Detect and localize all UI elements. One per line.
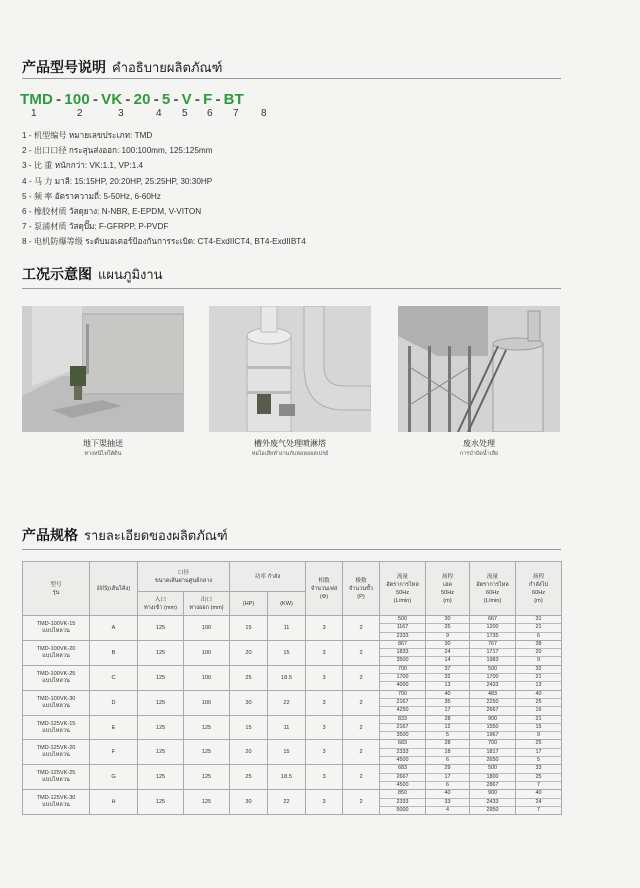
image-underground-channel [22,306,184,432]
cell-kw: 18.5 [268,765,306,790]
cell-flow50 [380,640,426,665]
cell-flow60 [470,790,516,815]
cell-head50 [426,640,470,665]
cell-value: 25 [426,624,469,632]
image-wastewater [398,306,560,432]
cell-value: 40 [516,790,561,798]
cell-value: 17 [516,749,561,757]
cell-kw: 15 [268,740,306,765]
model-code-numbers: 1 2 3 4 5 6 7 8 [31,108,267,119]
cell-value: 700 [380,666,425,674]
cell-curve: B [90,640,138,665]
cell-value: 900 [470,716,515,724]
cell-value: 833 [380,716,425,724]
header-inlet: 入口 ทางเข้า (mm) [138,592,184,616]
cell-value: 21 [516,716,561,724]
spec-item: 8 - 电机防爆等级 ระดับมอเตอร์ป้องกันการระเบิด: CT4-ExdIICT4, BT4-ExdIIBT4 [22,237,306,247]
cell-value: 850 [380,790,425,798]
cell-flow60 [470,640,516,665]
cell-value: 1200 [470,624,515,632]
header-outlet: 出口 ทางออก (mm) [184,592,230,616]
cell-head50 [426,665,470,690]
spec-table [22,561,562,815]
cell-value: 4 [446,806,449,813]
cell-value: 12 [426,724,469,732]
cell-value: 1550 [470,724,515,732]
cell-phase: 3 [306,715,343,740]
caption-underground-channel: 地下渠抽送 ทางหนีไฟใต้ดิน [83,439,123,457]
cell-phase: 3 [306,790,343,815]
cell-value: 13 [535,682,542,689]
cell-flow50 [380,690,426,715]
cell-inlet: 125 [138,740,184,765]
section-title-spec: 产品规格 รายละเอียดของผลิตภัณฑ์ [22,527,228,543]
cell-value: 3500 [396,732,409,739]
cell-inlet: 125 [138,690,184,715]
cell-head50 [426,790,470,815]
cell-value: 500 [470,666,515,674]
cell-value: 683 [380,740,425,748]
cell-hp: 30 [230,790,268,815]
cell-poles: 2 [343,665,380,690]
cell-value: 1967 [486,732,499,739]
cell-value: 31 [516,616,561,624]
cell-phase: 3 [306,616,343,641]
cell-model: TMD-100VK-15 แบบไหลวน [23,616,90,641]
cell-model: TMD-100VK-25 แบบไหลวน [23,665,90,690]
cell-model: TMD-125VK-25 แบบไหลวน [23,765,90,790]
cell-outlet: 125 [184,740,230,765]
cell-head60 [516,690,562,715]
header-flow50: 流量 อัตราการไหล 50Hz (L/min) [380,562,426,616]
cell-value: 33 [426,799,469,807]
header-model: 型号 รุ่น [23,562,90,616]
spec-list [22,128,306,250]
cell-value: 2250 [470,699,515,707]
table-row [23,715,562,740]
cell-value: 2950 [486,806,499,813]
cell-value: 2333 [396,632,409,639]
cell-hp: 25 [230,765,268,790]
cell-phase: 3 [306,765,343,790]
header-hp: (HP) [230,592,268,616]
section-title-model: 产品型号说明 คำอธิบายผลิตภัณฑ์ [22,59,223,75]
cell-value: 15 [516,724,561,732]
cell-outlet: 100 [184,665,230,690]
cell-value: 9 [537,657,540,664]
header-head50: 扬程 เฮด 50Hz (m) [426,562,470,616]
header-phase: 相数 จำนวนเฟส (Φ) [306,562,343,616]
cell-value: 33 [516,765,561,773]
cell-value: 5 [446,732,449,739]
spec-item: 7 - 泵浦材质 วัสดุปั๊ม: F-GFRPP, P-PVDF [22,222,169,232]
cell-value: 1735 [486,632,499,639]
cell-hp: 20 [230,640,268,665]
spec-item: 6 - 橡胶材质 วัสดุยาง: N-NBR, E-EPDM, V-VITON [22,207,202,217]
cell-value: 500 [470,765,515,773]
cell-flow60 [470,665,516,690]
cell-phase: 3 [306,690,343,715]
cell-value: 1717 [470,649,515,657]
cell-hp: 30 [230,690,268,715]
cell-value: 14 [444,657,451,664]
header-flow60: 流量 อัตราการไหล 60Hz (L/min) [470,562,516,616]
cell-curve: G [90,765,138,790]
cell-value: 28 [426,740,469,748]
cell-value: 1700 [380,674,425,682]
cell-value: 37 [426,666,469,674]
cell-value: 25 [516,699,561,707]
cell-model: TMD-125VK-30 แบบไหลวน [23,790,90,815]
cell-curve: E [90,715,138,740]
cell-value: 2167 [380,724,425,732]
cell-curve: F [90,740,138,765]
cell-outlet: 100 [184,616,230,641]
cell-value: 7 [537,806,540,813]
cell-kw: 22 [268,690,306,715]
divider [22,288,561,289]
cell-value: 2167 [380,699,425,707]
section-title-application: 工况示意图 แผนภูมิงาน [22,266,163,282]
cell-value: 2333 [380,749,425,757]
cell-outlet: 100 [184,640,230,665]
cell-value: 1700 [470,674,515,682]
cell-value: 32 [516,666,561,674]
divider [22,78,561,79]
cell-value: 483 [470,691,515,699]
cell-value: 2667 [380,774,425,782]
cell-value: 4500 [396,757,409,764]
cell-hp: 20 [230,740,268,765]
cell-flow60 [470,616,516,641]
cell-value: 1167 [380,624,425,632]
cell-value: 2650 [486,757,499,764]
spec-item: 2 - 出口口径 กระสุนส่งออก: 100:100mm, 125:125mm [22,146,213,156]
cell-value: 30 [426,616,469,624]
cell-value: 28 [426,716,469,724]
image-spray-tower [209,306,371,432]
table-row [23,640,562,665]
cell-value: 30 [426,641,469,649]
cell-value: 2867 [486,781,499,788]
cell-phase: 3 [306,640,343,665]
cell-value: 16 [535,707,542,714]
cell-hp: 15 [230,616,268,641]
cell-poles: 2 [343,616,380,641]
cell-kw: 18.5 [268,665,306,690]
cell-value: 2433 [470,799,515,807]
cell-head50 [426,740,470,765]
cell-phase: 3 [306,665,343,690]
cell-value: 9 [537,732,540,739]
cell-inlet: 125 [138,616,184,641]
cell-value: 700 [380,691,425,699]
cell-value: 32 [426,674,469,682]
cell-value: 2333 [380,799,425,807]
cell-kw: 11 [268,616,306,641]
cell-value: 1800 [470,774,515,782]
cell-inlet: 125 [138,765,184,790]
header-curve: 曲线(เส้นโค้ง) [90,562,138,616]
cell-value: 24 [516,799,561,807]
cell-flow60 [470,715,516,740]
cell-poles: 2 [343,640,380,665]
cell-value: 700 [470,740,515,748]
cell-value: 17 [444,707,451,714]
cell-poles: 2 [343,690,380,715]
cell-value: 29 [426,765,469,773]
cell-poles: 2 [343,715,380,740]
table-row [23,616,562,641]
cell-value: 6 [537,632,540,639]
cell-flow60 [470,740,516,765]
cell-head60 [516,765,562,790]
cell-value: 6 [446,757,449,764]
cell-value: 900 [470,790,515,798]
cell-model: TMD-100VK-20 แบบไหลวน [23,640,90,665]
cell-value: 867 [380,641,425,649]
cell-flow60 [470,765,516,790]
cell-value: 35 [426,699,469,707]
cell-poles: 2 [343,765,380,790]
cell-model: TMD-125VK-20 แบบไหลวน [23,740,90,765]
cell-value: 7 [537,781,540,788]
cell-value: 40 [516,691,561,699]
cell-hp: 15 [230,715,268,740]
cell-value: 4500 [396,781,409,788]
cell-value: 2667 [486,707,499,714]
header-poles: 极数 จำนวนขั้ว (P) [343,562,380,616]
header-kw: (KW) [268,592,306,616]
cell-flow60 [470,690,516,715]
cell-flow50 [380,790,426,815]
table-row [23,740,562,765]
cell-outlet: 125 [184,790,230,815]
cell-kw: 11 [268,715,306,740]
cell-curve: A [90,616,138,641]
cell-poles: 2 [343,740,380,765]
cell-head60 [516,616,562,641]
cell-value: 1833 [380,649,425,657]
cell-inlet: 125 [138,665,184,690]
cell-value: 683 [380,765,425,773]
cell-value: 21 [516,674,561,682]
cell-value: 40 [426,691,469,699]
cell-value: 1983 [486,657,499,664]
cell-value: 667 [470,616,515,624]
table-row [23,690,562,715]
cell-value: 20 [516,649,561,657]
cell-kw: 22 [268,790,306,815]
cell-head60 [516,790,562,815]
spec-item: 4 - 马 力 มาลี: 15:15HP, 20:20HP, 25:25HP, 30:30HP [22,176,213,186]
header-head60: 扬程 กำลังไป 60Hz (m) [516,562,562,616]
cell-curve: C [90,665,138,690]
cell-value: 767 [470,641,515,649]
cell-value: 25 [516,774,561,782]
cell-phase: 3 [306,740,343,765]
cell-model: TMD-100VK-30 แบบไหลวน [23,690,90,715]
cell-curve: H [90,790,138,815]
caption-wastewater: 废水处理 การบำบัดน้ำเสีย [459,439,499,457]
cell-hp: 25 [230,665,268,690]
cell-head50 [426,765,470,790]
cell-head60 [516,665,562,690]
cell-flow50 [380,616,426,641]
cell-head50 [426,616,470,641]
header-power: 功率 กำลัง [230,562,306,592]
cell-value: 5000 [396,806,409,813]
cell-inlet: 125 [138,715,184,740]
cell-value: 24 [426,649,469,657]
cell-value: 18 [426,749,469,757]
cell-value: 5 [537,757,540,764]
caption-spray-tower: 槽外废气处理喷淋塔 หอไอเสียทำงานกับหอหอยสเปรย์ [251,439,329,457]
cell-value: 4250 [396,707,409,714]
cell-flow50 [380,665,426,690]
divider [22,549,561,550]
cell-curve: D [90,690,138,715]
cell-head60 [516,640,562,665]
cell-value: 13 [444,682,451,689]
header-diameter: 口径 ขนาดเส้นผ่านศูนย์กลาง [138,562,230,592]
cell-inlet: 125 [138,790,184,815]
cell-value: 25 [516,740,561,748]
cell-value: 1817 [470,749,515,757]
cell-kw: 15 [268,640,306,665]
cell-value: 6 [446,781,449,788]
cell-outlet: 125 [184,765,230,790]
table-row [23,665,562,690]
cell-poles: 2 [343,790,380,815]
cell-outlet: 100 [184,690,230,715]
cell-value: 17 [426,774,469,782]
cell-inlet: 125 [138,640,184,665]
cell-flow50 [380,715,426,740]
cell-value: 38 [516,641,561,649]
spec-item: 1 - 机型编号 หมายเลขประเภท: TMD [22,131,153,140]
cell-value: 500 [380,616,425,624]
spec-item: 3 - 比 重 หนักกว่า: VK:1.1, VP:1.4 [22,161,144,171]
cell-head50 [426,690,470,715]
cell-value: 3500 [396,657,409,664]
cell-value: 9 [446,632,449,639]
cell-head50 [426,715,470,740]
cell-head60 [516,740,562,765]
cell-flow50 [380,740,426,765]
cell-flow50 [380,765,426,790]
table-row [23,790,562,815]
cell-value: 2433 [486,682,499,689]
cell-model: TMD-125VK-15 แบบไหลวน [23,715,90,740]
cell-head60 [516,715,562,740]
cell-value: 21 [516,624,561,632]
cell-outlet: 125 [184,715,230,740]
model-code: TMD - 100 - VK - 20 - 5 - V - F - BT [20,91,245,108]
cell-value: 40 [426,790,469,798]
table-row [23,765,562,790]
spec-item: 5 - 频 率 อัตราความถี่: 5-50Hz, 6-60Hz [22,191,161,201]
cell-value: 4000 [396,682,409,689]
